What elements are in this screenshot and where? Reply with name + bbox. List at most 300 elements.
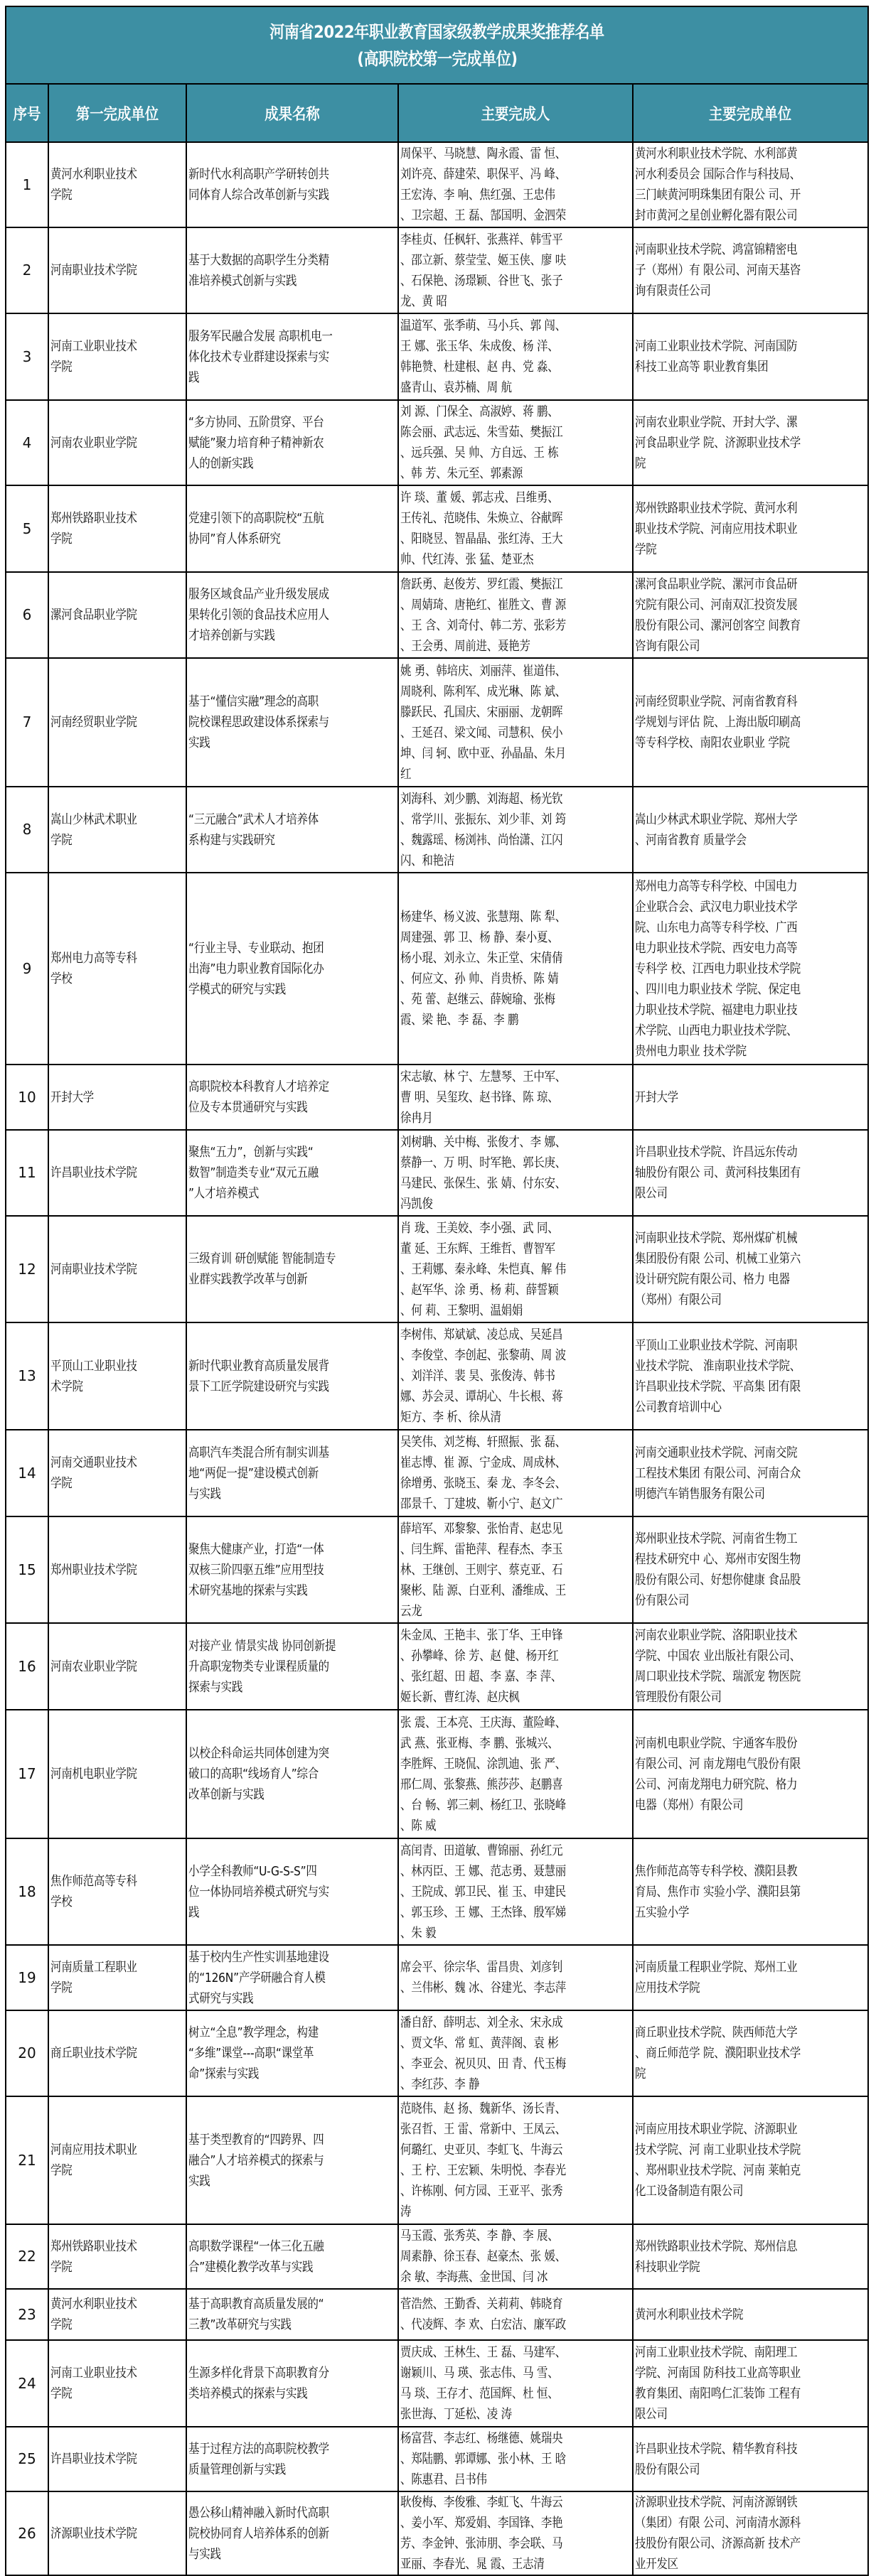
cell-text-line: 践 [188,370,200,385]
cell-text-line: 五实验小学 [635,1904,690,1920]
cell-text-line: 新时代职业教育高质量发展背 [188,1358,329,1374]
title-line-main: 河南省2022年职业教育国家级教学成果奖推荐名单 [269,21,604,42]
table-row [6,2096,867,2224]
cell-text-line: 、王延召、梁文闻、司慧积、侯小 [400,725,563,740]
first-unit-cell [48,2010,186,2096]
cell-text-line: 双核三阶四驱五维”应用型技 [188,1562,324,1578]
main-people-cell [398,1838,633,1945]
cell-text-line: 河南职业技术学院 [50,1261,137,1277]
cell-text-line: 河南交通职业技术 [50,1455,137,1470]
cell-text-line: 基于“懂信实融”理念的高职 [188,694,319,709]
cell-text-line: 云龙 [400,1603,422,1619]
cell-text-line: 学院 [50,832,73,848]
main-people-cell [398,1065,633,1130]
first-unit-cell [48,1130,186,1216]
main-orgs-cell [633,1710,867,1838]
cell-text-line: （集团）有限 公司、河南清水源科 [635,2516,801,2531]
table-row [6,1838,867,1945]
achievement-name-cell [186,313,398,400]
cell-text-line: 以校企科命运共同体创建为突 [188,1746,329,1761]
cell-text-line: 、商丘师范学 院、濮阳职业技术学 [635,2046,801,2061]
cell-text-line: 席会平、徐宗华、雷昌贵、刘彦钊 [400,1960,563,1975]
cell-text-line: 限公司 [635,2407,668,2422]
table-row [6,1945,867,2010]
cell-text-line: 河南农业职业学院、开封大学、漯 [635,414,798,430]
main-people-cell [398,2427,633,2491]
main-people-cell [398,572,633,658]
main-orgs-cell [633,2491,867,2575]
cell-text-line: 姬长新、曹红涛、赵庆枫 [400,1690,520,1705]
cell-text-line: 刘 源、门保全、高淑婷、蒋 鹏、 [400,404,559,419]
cell-text-line: 同体育人综合改革创新与实践 [188,188,329,203]
achievement-name-cell [186,227,398,313]
cell-text-line: 、王院成、郭卫民、崔 玉、申建民 [400,1884,566,1899]
serial-number-cell: 25 [6,2427,48,2491]
cell-text-line: 股份有限公司 [635,2462,700,2477]
cell-text-line: 、李俊堂、李创起、张黎萌、周 波 [400,1348,566,1363]
main-people-cell [398,400,633,485]
cell-text-line: 院、山东电力高等专科学校、广西 [635,920,798,935]
achievement-name-cell [186,2010,398,2096]
cell-text-line: 高职数学课程“一体三化五融 [188,2238,324,2254]
cell-text-line: 河南职业技术学院、郑州煤矿机械 [635,1231,798,1246]
cell-text-line: 马建民、张保生、张 婧、付东安、 [400,1175,566,1191]
achievement-name-cell [186,2491,398,2575]
col-header-achievement [186,85,398,142]
cell-text-line: 股份有限公司、漯河创客空 间教育 [635,618,801,633]
first-unit-cell [48,873,186,1065]
first-unit-cell [48,485,186,572]
cell-text-line: 学院 [50,1980,73,1995]
col-header-people-label: 主要完成人 [481,105,550,124]
table-row [6,485,867,572]
cell-text-line: 、李亚会、祝贝贝、田 青、代玉梅 [400,2056,566,2071]
cell-text-line: 学校 [50,971,73,986]
cell-text-line: 融合”人才培养模式的探索与 [188,2152,324,2168]
table-row [6,873,867,1065]
table-row [6,572,867,658]
cell-text-line: 陈会丽、武志远、朱雪茹、樊振江 [400,425,563,440]
serial-number-cell: 1 [6,142,48,227]
cell-text-line: 人的创新实践 [188,456,254,471]
cell-text-line: 范晓伟、赵 扬、魏新华、汤长青、 [400,2101,566,2116]
cell-text-line: 院校课程思政建设体系探索与 [188,715,329,730]
achievement-name-cell [186,787,398,873]
cell-text-line: 力职业技术学院、福建电力职业技 [635,1002,798,1018]
achievement-name-cell [186,2224,398,2289]
cell-text-line: 贵州电力职业 技术学院 [635,1043,747,1059]
cell-text-line: 盛青山、袁苏楠、周 航 [400,380,512,395]
main-people-cell [398,2491,633,2575]
cell-text-line: 探索与实践 [188,1679,243,1695]
first-unit-cell [48,313,186,400]
main-orgs-cell [633,2340,867,2427]
main-orgs-cell [633,2427,867,2491]
cell-text-line: 焦作师范高等专科学校、濮阳县教 [635,1863,798,1879]
cell-text-line: 、兰伟彬、魏 冰、谷建光、李志萍 [400,1980,566,1995]
cell-text-line: 冯凯俊 [400,1196,433,1212]
main-people-cell [398,1130,633,1216]
cell-text-line: 高闰青、田道敏、曹锦丽、孙红元 [400,1843,563,1858]
cell-text-line: 程技术研究中 心、郑州市安图生物 [635,1552,801,1567]
cell-text-line: 韩艳赞、杜建根、赵 冉、党 淼、 [400,360,559,374]
achievement-name-cell [186,1516,398,1623]
cell-text-line: 谢颖川、马 瑛、张志伟、马 雪、 [400,2366,559,2381]
cell-text-line: ”人才培养模式 [188,1186,260,1201]
cell-text-line: 林、王继创、王则宇、蔡克亚、石 [400,1562,563,1578]
serial-number-cell: 18 [6,1838,48,1945]
cell-text-line: “多维”课堂---高职“课堂革 [188,2046,314,2061]
first-unit-cell [48,1623,186,1710]
cell-text-line: 、石保艳、汤璟颖、谷世飞、张子 [400,273,563,289]
cell-text-line: 质量管理创新与实践 [188,2462,287,2477]
achievement-name-cell [186,1130,398,1216]
serial-number-cell: 20 [6,2010,48,2096]
award-list-sheet [5,6,869,2576]
main-people-cell [398,1430,633,1516]
cell-text-line: 学院 [635,541,657,557]
cell-text-line: 河南工业职业技术 [50,2366,137,2381]
cell-text-line: 张世海、丁延松、凌 涛 [400,2407,512,2422]
main-orgs-cell [633,400,867,485]
main-people-cell [398,1516,633,1623]
cell-text-line: 服务区域食品产业升级发展成 [188,587,329,602]
cell-text-line: 系构建与实践研究 [188,832,275,848]
cell-text-line: 工程技术集团 有限公司、河南合众 [635,1465,801,1481]
cell-text-line: 子（郑州）有 限公司、河南天基咨 [635,263,801,278]
cell-text-line: 公司教育培训中心 [635,1399,722,1415]
serial-number-cell: 2 [6,227,48,313]
cell-text-line: 协同”育人体系研究 [188,532,281,546]
cell-text-line: 改革创新与实践 [188,1787,264,1802]
cell-text-line: 与实践 [188,1486,221,1502]
achievement-name-cell [186,485,398,572]
cell-text-line: 董 延、王东辉、王维哲、曹智军 [400,1241,555,1256]
cell-text-line: 准培养模式创新与实践 [188,273,297,289]
cell-text-line: 有限公司、河 南龙翔电气股份有限 [635,1756,801,1772]
cell-text-line: 郑州职业技术学院 [50,1562,137,1578]
cell-text-line: 河南工业职业技术 [50,339,137,354]
cell-text-line: 河南职业技术学院 [50,263,137,278]
cell-text-line: 徐冉月 [400,1110,433,1126]
cell-text-line: 升高职宠物类专业课程质量的 [188,1659,329,1674]
cell-text-line: 霞、梁 艳、李 磊、李 鹏 [400,1013,519,1028]
table-row [6,1216,867,1322]
cell-text-line: 娜、苏会灵、谭胡心、牛长根、蒋 [400,1389,563,1404]
main-orgs-cell [633,2224,867,2289]
main-orgs-cell [633,142,867,227]
cell-text-line: 的“126N”产学研融合育人模 [188,1970,326,1985]
table-row [6,400,867,485]
serial-number-cell: 6 [6,572,48,658]
achievement-name-cell [186,572,398,658]
cell-text-line: 邵景千、丁建坡、靳小宁、赵文广 [400,1497,563,1511]
cell-text-line: 漯河食品职业学院、漯河市食品研 [635,576,798,592]
main-people-cell [398,2010,633,2096]
cell-text-line: 、常学川、张振东、刘少菲、刘 筠 [400,812,566,827]
achievement-name-cell [186,2096,398,2224]
cell-text-line: 集团股份有限 公司、机械工业第六 [635,1251,801,1266]
cell-text-line: 院 [635,2066,646,2081]
cell-text-line: 涛 [400,2204,412,2219]
first-unit-cell [48,2340,186,2427]
cell-text-line: 式研究与实践 [188,1990,254,2006]
cell-text-line: 学规划与评估 院、上海出版印刷高 [635,715,801,730]
table-row [6,2224,867,2289]
cell-text-line: 、四川电力职业技术 学院、保定电 [635,981,801,997]
cell-text-line: 许昌职业技术学院、平高集 团有限 [635,1379,801,1394]
cell-text-line: “行业主导、专业联动、抱团 [188,940,324,956]
main-people-cell [398,1623,633,1710]
cell-text-line: 基于大数据的高职学生分类精 [188,252,329,268]
cell-text-line: 河南交通职业技术学院、河南交院 [635,1445,798,1460]
cell-text-line: 院 [635,456,646,471]
table-row [6,2340,867,2427]
first-unit-cell [48,142,186,227]
cell-text-line: 询有限责任公司 [635,284,711,298]
main-people-cell [398,873,633,1065]
cell-text-line: 张 震、王本亮、王庆海、董险峰、 [400,1715,566,1730]
cell-text-line: 温道军、张季萌、马小兵、郭 闯、 [400,318,566,333]
cell-text-line: 学院、中国农 业出版社有限公司、 [635,1649,801,1664]
cell-text-line: 许昌职业技术学院 [50,2452,137,2467]
cell-text-line: 限公司 [635,1186,668,1201]
cell-text-line: 学院 [50,532,73,546]
cell-text-line: 商丘职业技术学院 [50,2046,137,2061]
cell-text-line: 王 娜、张玉华、朱成俊、杨 洋、 [400,339,559,354]
cell-text-line: 设计研究院有限公司、格力 电器 [635,1272,790,1287]
first-unit-cell [48,658,186,787]
cell-text-line: 河南质量工程职业学院、郑州工业 [635,1960,798,1975]
cell-text-line: 化工设备制造有限公司 [635,2184,744,2199]
cell-text-line: 数智”制造类专业“双元五融 [188,1165,319,1180]
main-people-cell [398,2224,633,2289]
cell-text-line: 帅、代红涛、张 猛、楚亚杰 [400,552,534,567]
cell-text-line: 朱金凤、王艳丰、张丁华、王申锋 [400,1628,563,1643]
cell-text-line: 郑州电力高等专科学校、中国电力 [635,878,798,894]
cell-text-line: 亚丽、李春光、晁 霞、王志清 [400,2557,545,2572]
first-unit-cell [48,2224,186,2289]
first-unit-cell [48,227,186,313]
cell-text-line: 应用技术学院 [635,1980,700,1995]
cell-text-line: 许 琰、董 媛、郭志戎、吕维勇、 [400,490,559,505]
serial-number-cell: 15 [6,1516,48,1623]
first-unit-cell [48,2289,186,2340]
cell-text-line: 漯河食品职业学院 [50,608,137,623]
cell-text-line: 吴笑伟、刘芝梅、轩照振、张 磊、 [400,1435,566,1450]
cell-text-line: 管理股份有限公司 [635,1690,722,1705]
achievement-name-cell [186,2340,398,2427]
table-row [6,313,867,400]
serial-number-cell: 4 [6,400,48,485]
cell-text-line: 河南职业技术学院、鸿富锦精密电 [635,242,798,257]
cell-text-line: 学模式的研究与实践 [188,981,287,997]
cell-text-line: 河南农业职业学院 [50,435,137,451]
cell-text-line: 薛培军、邓黎黎、张怡青、赵忠见 [400,1521,563,1536]
cell-text-line: 封市黄河之星创业孵化器有限公司 [635,208,798,223]
table-row [6,1710,867,1838]
achievement-name-cell [186,2427,398,2491]
first-unit-cell [48,2491,186,2575]
cell-text-line: 愚公移山精神融入新时代高职 [188,2505,329,2521]
cell-text-line: 武 燕、张亚梅、李 鹏、张城兴、 [400,1735,559,1751]
achievement-name-cell [186,873,398,1065]
cell-text-line: 邢仁周、张黎燕、熊莎莎、赵鹏喜 [400,1777,563,1792]
main-orgs-cell [633,1065,867,1130]
table-row [6,2491,867,2575]
cell-text-line: 张召哲、王 雷、常新中、王凤云、 [400,2122,566,2137]
cell-text-line: 、代凌辉、李 欢、白宏洁、廉军政 [400,2317,566,2332]
cell-text-line: 、王会勇、周前进、聂艳芳 [400,638,530,654]
cell-text-line: 刘树聃、关中梅、张俊才、李 娜、 [400,1134,566,1150]
main-orgs-cell [633,1623,867,1710]
column-header-row [6,85,867,142]
achievement-name-cell [186,1623,398,1710]
serial-number-cell: 19 [6,1945,48,2010]
cell-text-line: 郑州铁路职业技术学院、郑州信息 [635,2238,798,2254]
main-orgs-cell [633,1945,867,2010]
first-unit-cell [48,1516,186,1623]
main-orgs-cell [633,227,867,313]
cell-text-line: 果转化引领的食品技术应用人 [188,608,329,623]
table-row [6,787,867,873]
cell-text-line: 河南工业职业技术学院、南阳理工 [635,2345,798,2360]
cell-text-line: 术学院 [50,1379,83,1394]
cell-text-line: 、郑州职业技术学院、河南 莱帕克 [635,2163,801,2178]
table-body [6,142,867,2575]
cell-text-line: 实践 [188,735,210,750]
table-row [6,1130,867,1216]
first-unit-cell [48,2427,186,2491]
cell-text-line: 聚焦大健康产业，打造“一体 [188,1541,324,1557]
cell-text-line: 开封大学 [635,1089,678,1105]
cell-text-line: 基于类型教育的“四跨界、四 [188,2132,324,2147]
cell-text-line: 许昌职业技术学院、精华教育科技 [635,2441,798,2457]
cell-text-line: 徐增勇、张晓玉、秦 龙、李冬会、 [400,1476,566,1491]
cell-text-line: 平顶山工业职业技术学院、河南职 [635,1337,798,1353]
cell-text-line: 位一体协同培养模式研究与实 [188,1884,329,1899]
main-people-cell [398,227,633,313]
first-unit-cell [48,1216,186,1322]
cell-text-line: 李桂贞、任枫轩、张燕祥、韩雪平 [400,232,563,247]
cell-text-line: 矩方、李 析、徐从清 [400,1410,501,1425]
cell-text-line: 周保平、马晓慧、陶永霞、雷 恒、 [400,146,566,161]
cell-text-line: 、苑 蕾、赵继云、薛婉瑜、张梅 [400,992,555,1007]
serial-number-cell: 10 [6,1065,48,1130]
cell-text-line: 、郭玉珍、王 娜、王杰锋、殷军娣 [400,1904,566,1920]
cell-text-line: 李树伟、郑斌斌、凌总成、吴延昌 [400,1327,563,1342]
cell-text-line: 、何 莉、王黎明、温娟娟 [400,1303,523,1318]
cell-text-line: （郑州）有限公司 [635,1293,722,1308]
main-people-cell [398,2096,633,2224]
cell-text-line: “三元融合”武术人才培养体 [188,812,319,827]
table-row [6,658,867,787]
cell-text-line: 河南应用技术职业学院、济源职业 [635,2122,798,2137]
main-orgs-cell [633,1130,867,1216]
cell-text-line: 、许栋刚、何方园、王亚平、张秀 [400,2184,563,2199]
cell-text-line: 潘自舒、薛明志、刘全永、宋永成 [400,2015,563,2030]
first-unit-cell [48,400,186,485]
cell-text-line: 学院 [50,2163,73,2178]
cell-text-line: 红 [400,766,412,782]
main-orgs-cell [633,1430,867,1516]
cell-text-line: 、王 含、刘奇付、韩二芳、张彩芳 [400,618,566,633]
first-unit-cell [48,1945,186,2010]
cell-text-line: 基于校内生产性实训基地建设 [188,1949,329,1965]
cell-text-line: 蔡静一、万 明、时军艳、郭长庚、 [400,1155,566,1170]
cell-text-line: 刘海科、刘少鹏、刘海超、杨光钦 [400,791,563,807]
main-orgs-cell [633,485,867,572]
col-header-orgs [633,85,867,142]
cell-text-line: 杨富营、李志红、杨继德、姚瑞央 [400,2431,563,2446]
cell-text-line: 滕跃民、孔国庆、宋丽丽、龙朝晖 [400,704,563,720]
cell-text-line: 河南经贸职业学院 [50,715,137,730]
main-orgs-cell [633,2289,867,2340]
cell-text-line: 杨建华、杨义波、张慧翔、陈 犁、 [400,910,566,925]
cell-text-line: 许昌职业技术学院、许昌远东传动 [635,1145,798,1160]
cell-text-line: 股份有限公司、好想你健康 食品股 [635,1573,801,1588]
cell-text-line: 黄河水利职业技术 [50,167,137,182]
cell-text-line: 术研究基地的探索与实践 [188,1583,308,1598]
cell-text-line: 技术学院、河 南工业职业技术学院 [635,2143,801,2157]
cell-text-line: 学院 [50,2317,73,2332]
achievement-name-cell [186,400,398,485]
cell-text-line: 刘许亮、薛建荣、职保平、冯 峰、 [400,167,566,182]
achievement-name-cell [186,1322,398,1430]
cell-text-line: 、张红超、田 超、李 嘉、李 萍、 [400,1669,562,1684]
cell-text-line: 开封大学 [50,1089,94,1105]
main-people-cell [398,142,633,227]
main-people-cell [398,1322,633,1430]
cell-text-line: 科技职业学院 [635,2259,700,2275]
cell-text-line: 郑州职业技术学院、河南省生物工 [635,1531,798,1546]
cell-text-line: 职业技术学院、河南应用技术职业 [635,521,798,537]
cell-text-line: 闪、和艳洁 [400,853,455,868]
serial-number-cell: 16 [6,1623,48,1710]
cell-text-line: 赋能”聚力培育种子精神新农 [188,435,324,451]
cell-text-line: 学院 [50,2259,73,2275]
cell-text-line: 三门峡黄河明珠集团有限公 司、开 [635,188,801,203]
cell-text-line: 黄河水利职业技术学院、水利部黄 [635,146,798,161]
cell-text-line: 学院 [50,2386,73,2401]
cell-text-line: 位及专本贯通研究与实践 [188,1100,308,1115]
achievement-name-cell [186,1838,398,1945]
first-unit-cell [48,1430,186,1516]
cell-text-line: 学院 [50,1476,73,1491]
main-orgs-cell [633,873,867,1065]
cell-text-line: 、台 畅、郭三刺、杨红卫、张晓峰 [400,1797,566,1813]
cell-text-line: 、贾文华、常 虹、黄萍阁、袁 彬 [400,2035,559,2051]
cell-text-line: 电器（郑州）有限公司 [635,1797,744,1813]
award-table [6,85,867,2575]
cell-text-line: 郑州铁路职业技术 [50,2238,137,2254]
cell-text-line: 河南应用技术职业 [50,2143,137,2157]
table-row [6,1623,867,1710]
cell-text-line: 三教”改革研究与实践 [188,2317,292,2332]
cell-text-line: 业开发区 [635,2557,678,2572]
main-people-cell [398,1945,633,2010]
cell-text-line: 、李红莎、李 静 [400,2076,480,2092]
cell-text-line: 郑州铁路职业技术 [50,511,137,526]
cell-text-line: 小学全科教师“U-G-S-S”四 [188,1863,317,1879]
cell-text-line: 、河南省教育 质量学会 [635,832,747,848]
cell-text-line: 耿俊梅、李俊雅、李虹飞、牛海云 [400,2495,563,2510]
cell-text-line: 出海”电力职业教育国际化办 [188,961,324,976]
achievement-name-cell [186,1430,398,1516]
cell-text-line: 郑州电力高等专科 [50,951,137,966]
cell-text-line: 破口的高职“线场育人”综合 [188,1767,319,1782]
cell-text-line: 王传礼、范晓伟、朱焕立、谷献晖 [400,511,563,526]
